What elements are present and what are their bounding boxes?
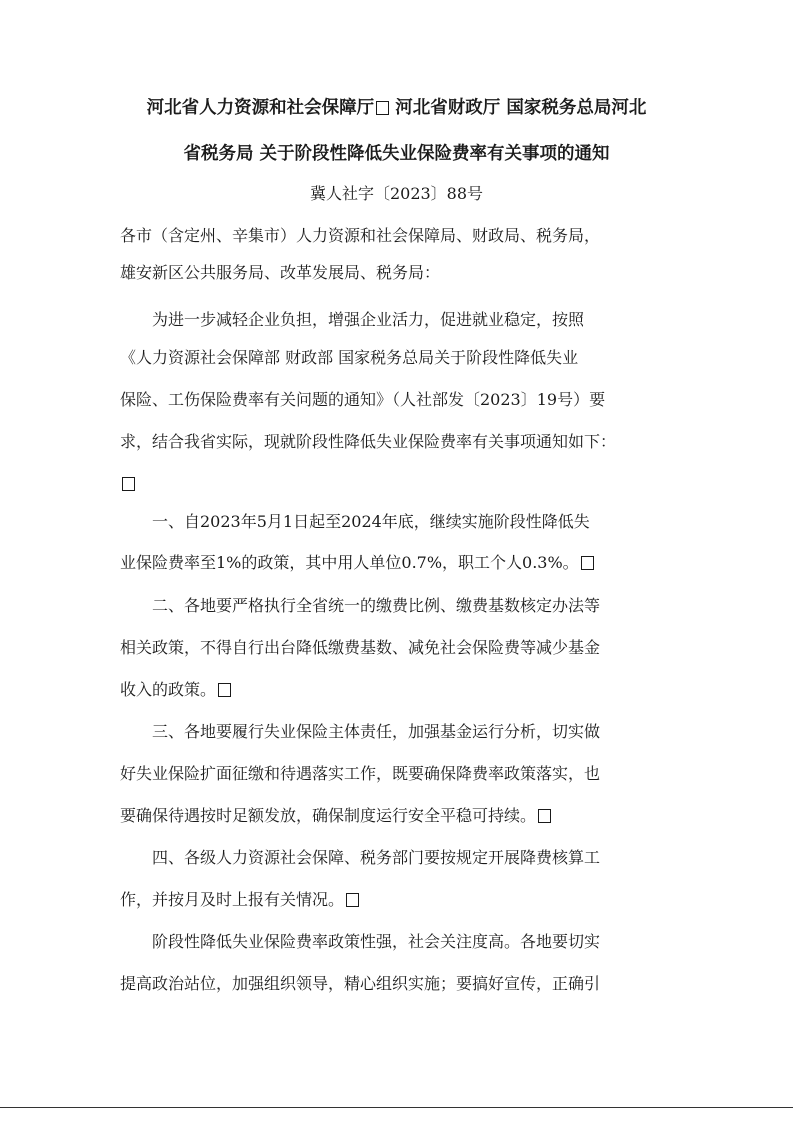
body-line-text: 相关政策，不得自行出台降低缴费基数、减免社会保险费等减少基金 [120,638,601,657]
body-line [120,348,578,368]
body-line [120,432,616,452]
document-title-line-1 [100,98,693,118]
body-line [120,553,594,573]
body-line [120,512,590,532]
body-line-text: 《人力资源社会保障部 财政部 国家税务总局关于阶段性降低失业 [120,348,579,367]
body-line-text: 为进一步减轻企业负担，增强企业活力，促进就业稳定，按照 [120,310,585,329]
body-line-text: 作，并按月及时上报有关情况。 [120,890,345,909]
body-line [120,974,600,994]
title-part-1: 河北省人力资源和社会保障厅 [146,98,375,118]
body-line-text: 保险、工伤保险费率有关问题的通知》（人社部发〔2023〕19号）要 [120,390,606,409]
placeholder-box-icon [122,477,135,491]
body-line [120,226,600,246]
placeholder-box-icon [346,893,359,907]
placeholder-box-icon [376,101,389,115]
body-line-text: 收入的政策。 [120,680,217,699]
body-line-text: 求，结合我省实际，现就阶段性降低失业保险费率有关事项通知如下： [120,432,617,451]
placeholder-box-icon [538,809,551,823]
body-line-text: 各市（含定州、辛集市）人力资源和社会保障局、财政局、税务局， [120,226,601,245]
body-line [120,764,600,784]
body-line-text: 四、各级人力资源社会保障、税务部门要按规定开展降费核算工 [120,848,601,867]
placeholder-box-icon [218,683,231,697]
body-line [120,390,605,410]
body-line [120,596,600,616]
body-line [120,310,584,330]
body-line-text: 好失业保险扩面征缴和待遇落实工作，既要确保降费率政策落实，也 [120,764,601,783]
body-line-text: 阶段性降低失业保险费率政策性强，社会关注度高。各地要切实 [120,932,601,951]
body-line-text: 雄安新区公共服务局、改革发展局、税务局： [120,263,441,282]
body-line [120,722,600,742]
body-line [120,638,600,658]
body-line [120,680,231,700]
body-line [120,474,135,494]
placeholder-box-icon [581,556,594,570]
body-line-text: 提高政治站位，加强组织领导，精心组织实施；要搞好宣传，正确引 [120,974,601,993]
body-line [120,806,551,826]
title-part-2: 河北省财政厅 国家税务总局河北 [389,98,647,118]
body-line [120,263,440,283]
body-line-text: 二、各地要严格执行全省统一的缴费比例、缴费基数核定办法等 [120,596,601,615]
body-line-text: 三、各地要履行失业保险主体责任，加强基金运行分析，切实做 [120,722,601,741]
body-line [120,890,359,910]
body-line [120,932,600,952]
document-title-line-2: 省税务局 关于阶段性降低失业保险费率有关事项的通知 [183,144,610,164]
page-bottom-rule [0,1107,793,1108]
body-line [120,848,600,868]
body-line-text: 一、自2023年5月1日起至2024年底，继续实施阶段性降低失 [120,512,590,531]
document-number: 冀人社字〔2023〕88号 [309,184,484,203]
body-line-text: 业保险费率至1%的政策，其中用人单位0.7%，职工个人0.3%。 [120,553,579,572]
body-line-text: 要确保待遇按时足额发放，确保制度运行安全平稳可持续。 [120,806,537,825]
